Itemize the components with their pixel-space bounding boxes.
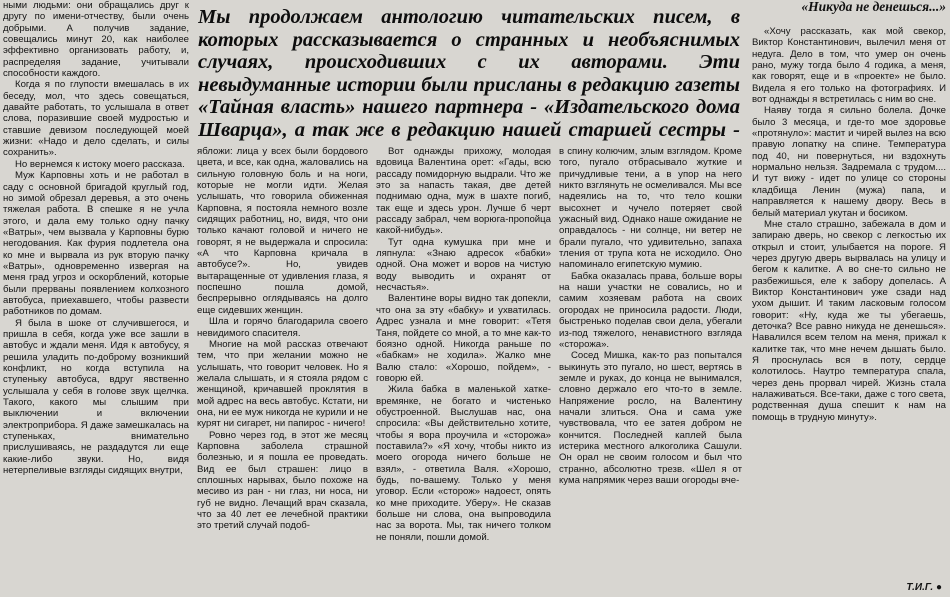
paragraph: Я была в шоке от случившегося, и пришла в себя, когда уже все зашли в автобус и ждали меня. Идя к автобусу, я решила уладить по-доброму возникший конфликт, но когда вступила на ступеньку автобуса, вдруг явственно услышала у себя в голове звук щелчка. Такого, какого мы слышим при выключении и включении электроприбора. Я даже замешкалась на ступеньках, внимательно прислушиваясь, не раздадутся ли еще какие-либо звуки. Но, видя нетерпеливые взгляды сидящих внутри, bbox=[3, 317, 189, 477]
paragraph: Сосед Мишка, как-то раз попытался выкинуть это пугало, но шест, вертясь в земле и руках, до конца не вынимался, словно держало его что-то в земле. Напряжение росло, на Валентину начали злиться. Она и сама уже чувствовала, что ее затея добром не кончится. Последней каплей была истерика местного алкоголика Сашули. Он орал не своим голосом и был что странно, абсолютно трезв. «Шел я от кума напрямик через ваши огороды вче- bbox=[559, 350, 742, 486]
text-column-4 bbox=[559, 146, 742, 597]
paragraph: Мне стало страшно, забежала в дом и запираю дверь, но свекор с легкостью их открыл и стоит, улыбается на пороге. Я через другую дверь вырвалась на улицу и бегом к калитке. А во сне-то сильно не разбежишься, еле к забору допелась. А Виктор Константинович уже сзади над ухом дышит. И таким ласковым голосом говорит: «Ну, куда же ты убегаешь, деточка? Все равно никуда не денешься». Навалился всем телом на меня, прижал к калитке так, что мне нечем дышать было. Я проснулась вся в поту, сердце колотилось. Наутро температура спала, через день прорвал чирей. Жизнь стала налаживаться. Все-таки, даже с того света, родственная душа спешит к нам на помощь в трудную минуту». bbox=[752, 218, 946, 423]
paragraph: Валентине воры видно так допекли, что она за эту «бабку» и ухватилась. Адрес узнала и мне говорит: «Тетя Таня, пойдете со мной, а то мне как-то боязно одной. Никогда раньше по «бабкам» не ходила». Жалко мне Валю стало: «Хорошо, пойдем», - говорю ей. bbox=[376, 293, 551, 384]
text-column-3 bbox=[376, 146, 551, 597]
paragraph: ябложи: лица у всех были бордового цвета, и все, как одна, жаловались на сильную головную боль и на ноги, которые не могли идти. Желая услышать, что говорила обиженная Карповна, я постояла немного возле сидящих работниц, но, видя, что они только качают головой и ничего не говорят, я не выдержала и спросила: «А что Карповна кричала в автобусе?». Но, увидев вытаращенные от удивления глаза, я поспешно пошла домой, беспрерывно оглядываясь на долго еще сидевших женщин. bbox=[197, 146, 368, 316]
paragraph: Жила бабка в маленькой хатке-времянке, не богато и чистенько обустроенной. Выслушав нас, она спросила: «Вы действительно хотите, чтобы я вора проучила и «сторожа» поставила?» «Я хочу, чтобы никто из моего огорода ничего больше не взял», - ответила Валя. «Хорошо, будь, по-вашему. Только у меня уговор. Если «сторож» надоест, опять ко мне приходите. Уберу». Не сказав больше ни слова, она выпроводила нас за ворота. Мы, так ничего толком не поняли, пошли домой. bbox=[376, 384, 551, 543]
text-column-1 bbox=[3, 0, 189, 597]
text-column-2 bbox=[197, 146, 368, 597]
paragraph: ными людьми: они обращались друг к другу по имени-отчеству, были очень добрыми. А получив задание, совещались минут 20, как наиболее эффективно организовать работу, и, распределяя задание, учитывали способности каждого. bbox=[3, 0, 189, 80]
paragraph: Тут одна кумушка при мне и ляпнула: «Знаю адресок «бабки» одной. Она может и воров на чистую воду выводить и охранят от несчастья». bbox=[376, 236, 551, 294]
intro-lead: Мы продолжаем антологию читательских писем, в которых рассказывается о странных и необъяснимых случаях, происходивших с их авторами. Эти невыдуманные истории были присланы в редакцию газеты «Тайная власть» нашего партнера - «Издательского дома Шварца», а так же в редакцию нашей старшей сестры - bbox=[198, 6, 740, 141]
paragraph: Бабка оказалась права, больше воры на наши участки не совались, но и самим хозяевам работа на своих огородах не приносила радости. Люди, быстренько поделав свои дела, убегали из-под тяжелого, ненавистного взгляда «сторожа». bbox=[559, 270, 742, 350]
paragraph: «Хочу рассказать, как мой свекор, Виктор Константинович, вылечил меня от недуга. Дело в том, что умер он очень рано, мужу тогда было 4 годика, а меня, как говорят, еще и в «проекте» не было. Видела я его только на фотографиях. И вот однажды я встретилась с ним во сне. bbox=[752, 26, 946, 106]
story-heading: «Никуда не денешься...» bbox=[801, 0, 946, 14]
paragraph: в спину колючим, злым взглядом. Кроме того, пугало отбрасывало жуткие и причудливые тени, а в упор на него никто взглянуть не осмеливался. Мы все надеялись на то, что тело кошки высохнет и чучело потеряет свой ужасный вид. Однако наше ожидание не оправдалось - ни солнце, ни ветер не брали пугало, что удивительно, запаха тления от трупа кота не исходило. Оно напоминало египетскую мумию. bbox=[559, 146, 742, 271]
paragraph: Но вернемся к истоку моего рассказа. bbox=[15, 158, 185, 170]
paragraph: Многие на мой рассказ отвечают тем, что при желании можно не услышать, что говорит человек. Но я желала слышать, и я стояла рядом с женщиной, кричавшей проклятия в мой адрес на весь автобус. Кстати, ни она, ни ее муж никогда не курили и не курят ни сигарет, ни папирос - ничего! bbox=[197, 338, 368, 430]
paragraph: Наяву тогда я сильно болела. Дочке было 3 месяца, и где-то мое здоровье «протянуло»: мастит и чирей вылез на всю правую лопатку на спине. Температура под 40, ни повернуться, ни вздохнуть нормально нельзя. Задремала с трудом.... И тут вижу - идет по улице со стороны кладбища Ленин (мужа) папа, и направляется к нашему двору. Весь в белый материал укутан и босиком. bbox=[752, 105, 946, 219]
paragraph: Муж Карповны хоть и не работал в саду с основной бригадой круглый год, но зимой обрезал деревья, а это очень тяжелая работа. В спешке я не учла этого, и дала ему только одну пачку «Ватры», чем вызвала у Карповны бурю негодования. Как фурия подлетела она ко мне и вырвала из рук вторую пачку «Ватры», одновременно извергая на меня град угроз и оскорблений, которые были прерваны появлением колхозного автобуса, приехавшего, чтобы развести работников по домам. bbox=[3, 170, 189, 318]
paragraph: Шла и горячо благодарила своего невидимого спасителя. bbox=[197, 316, 368, 339]
paragraph: Вот однажды прихожу, молодая вдовица Валентина орет: «Гады, всю рассаду помидорную выдрали. Что же это за напасть такая, две детей поднимаю одна, муж в шахте погиб, так еще и здесь урон. Лучше б черт рассаду забрал, чем ворюга-пропойца какой-нибудь». bbox=[376, 146, 551, 237]
paragraph: Когда я по глупости вмешалась в их беседу, мол, что здесь совещаться, давайте работать, то услышала в ответ слова, поразившие своей мудростью и ставшие девизом последующей моей жизни: «Надо и дело сделать, и силы сохранить». bbox=[3, 79, 189, 159]
author-signature: Т.И.Г. ● bbox=[906, 582, 942, 593]
paragraph: Ровно через год, в этот же месяц Карповна заболела страшной болезнью, и я пошла ее проведать. Вид ее был страшен: лицо в сплошных нарывах, было похоже на месиво из ран - ни глаз, ни носа, ни губ не видно. Лечащий врач сказала, что за 40 лет ее лечебной практики это третий случай подоб- bbox=[197, 429, 368, 532]
text-column-5 bbox=[752, 26, 946, 571]
